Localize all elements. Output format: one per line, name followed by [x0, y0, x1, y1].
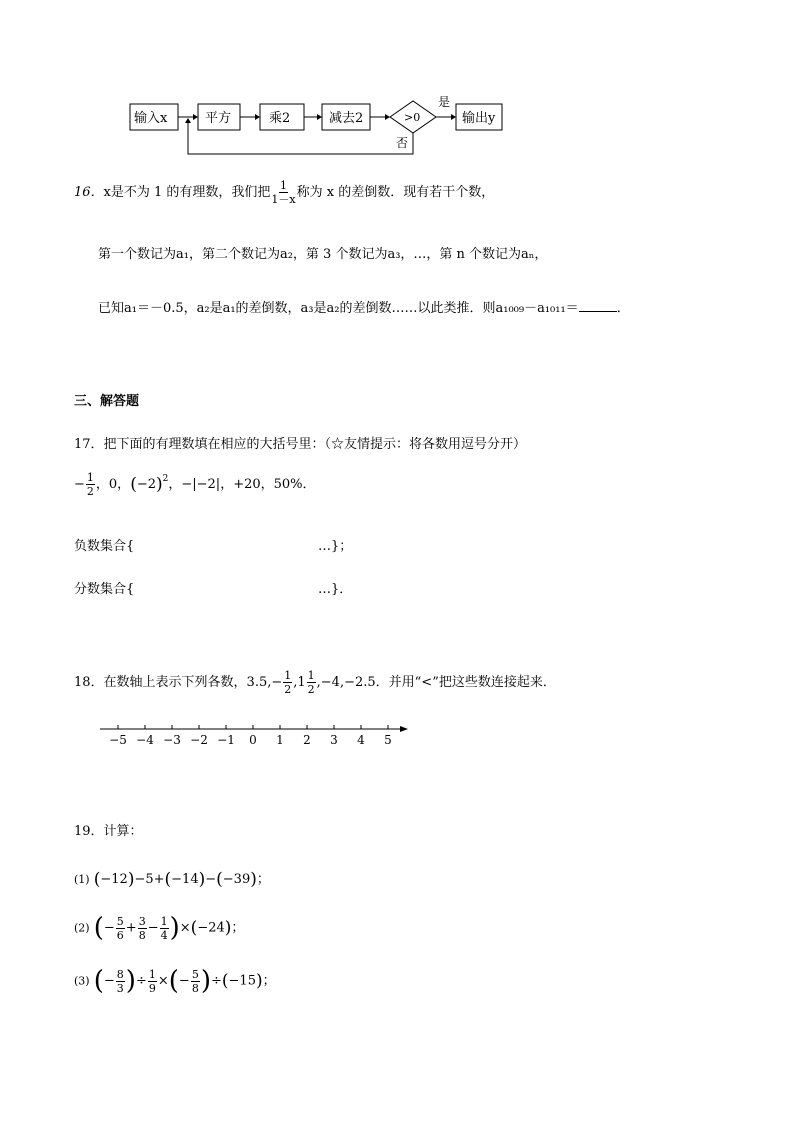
flow-label-output: 输出y	[462, 111, 496, 126]
q16-answer-blank[interactable]	[579, 301, 617, 312]
q17-neg-set-label: 负数集合{	[74, 539, 135, 554]
q16-text-a: x是不为 1 的有理数，我们把	[103, 185, 271, 200]
q17-numbers: − $\frac{1}{2}$ ，0，$(-2)^2$，−|−2|，+20，50%．	[74, 471, 316, 498]
q18-prompt-a: 18．在数轴上表示下列各数，	[74, 675, 247, 690]
number-line-tick-label: −1	[217, 733, 235, 747]
q16-line1	[74, 180, 494, 205]
flow-label-input: 输入x	[134, 111, 168, 126]
number-line-tick-label: −5	[109, 733, 127, 747]
flow-label-times2: 乘2	[269, 111, 291, 126]
q16-fraction	[271, 180, 295, 205]
q16-line2: 第一个数记为a₁，第二个数记为a₂，第 3 个数记为a₃，…，第 n 个数记为aₙ，	[98, 247, 548, 262]
q16-line3-text: 已知a₁＝－0.5，a₂是a₁的差倒数，a₃是a₂的差倒数……以此类推．则a₁₀₀₉－a₁₀₁₁＝	[98, 301, 579, 316]
number-line-tick-label: −4	[136, 733, 154, 747]
number-line	[96, 722, 416, 752]
number-line-tick-label: 1	[276, 733, 284, 747]
q16-line3	[98, 297, 630, 316]
q16-frac-num: 1	[280, 179, 288, 192]
q19-prompt: 19．计算：	[74, 824, 143, 839]
q18-prompt	[74, 670, 556, 695]
q19-item-2: (2) (− $\frac{5}{6}$ + $\frac{3}{8}$ − $\frac{1}{4}$ )×(−24)；	[74, 913, 245, 943]
q16-number: 16．	[74, 185, 104, 200]
flow-label-yes: 是	[438, 95, 451, 109]
number-line-tick-label: −3	[163, 733, 181, 747]
flow-label-minus2: 减去2	[329, 111, 364, 126]
q18-prompt-b: ．并用“<”把这些数连接起来．	[375, 675, 556, 690]
q17-frac-set	[74, 578, 134, 597]
q19-item-3: (3) (− $\frac{8}{3}$ )÷ $\frac{1}{9}$ ×(− $\frac{5}{8}$ )÷(−15)；	[74, 966, 276, 996]
q16-line3-end: ．	[616, 301, 630, 316]
q17-frac-set-end: …}．	[318, 582, 353, 597]
q18-numbers: 3.5,− $\frac{1}{2}$ ,1 $\frac{1}{2}$ ,−4,−2.5	[246, 669, 376, 696]
q16-frac-den: 1－x	[271, 193, 296, 206]
q17-frac-set-label: 分数集合{	[74, 582, 135, 597]
number-line-tick-label: 4	[357, 733, 365, 747]
q17-neg-set	[74, 535, 134, 554]
q19-item-1: (1) (−12)−5+(−14)−(−39)；	[74, 869, 270, 890]
number-line-tick-label: 2	[303, 733, 311, 747]
q17-prompt: 17．把下面的有理数填在相应的大括号里：（☆友情提示：将各数用逗号分开）	[74, 437, 527, 452]
flow-label-no: 否	[396, 136, 409, 150]
flow-label-square: 平方	[205, 111, 232, 126]
q17-neg-set-end: …}；	[318, 539, 353, 554]
flowchart	[120, 92, 520, 160]
number-line-tick-label: 5	[384, 733, 392, 747]
number-line-tick-label: 0	[249, 733, 257, 747]
q16-text-b: 称为 x 的差倒数．现有若干个数，	[296, 185, 495, 200]
number-line-tick-label: −2	[190, 733, 208, 747]
flow-label-decision: >0	[404, 111, 421, 124]
section-3-title: 三、解答题	[74, 394, 140, 409]
number-line-tick-label: 3	[330, 733, 338, 747]
number-line-arrow-icon	[400, 726, 408, 732]
